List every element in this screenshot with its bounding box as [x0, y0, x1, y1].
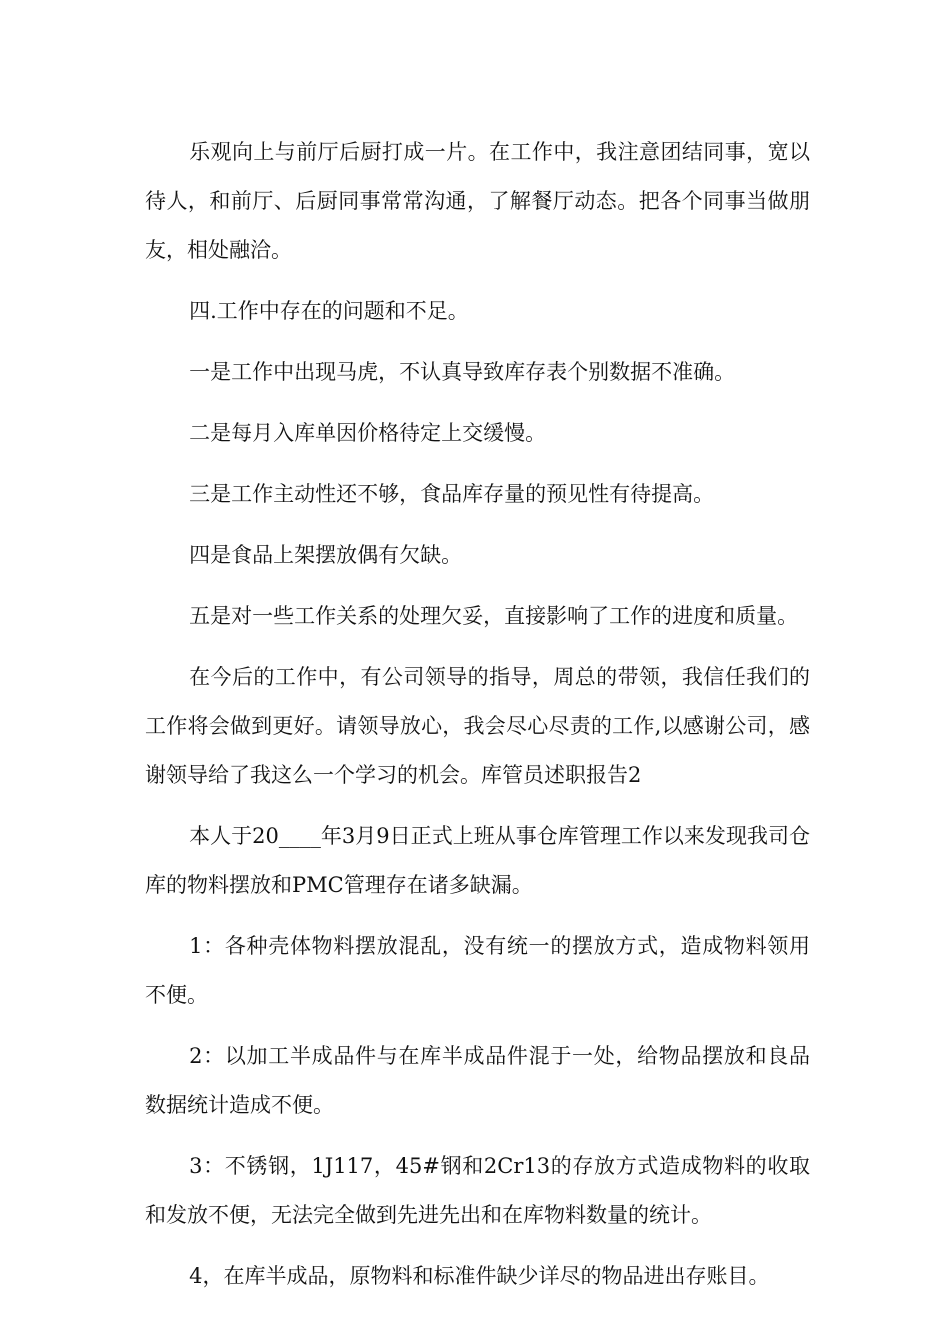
paragraph-problem-3: 三是工作主动性还不够，食品库存量的预见性有待提高。: [189, 482, 715, 506]
section-heading-problems: 四.工作中存在的问题和不足。: [189, 299, 469, 323]
document-body: [145, 128, 810, 1313]
paragraph-staff-relations: 乐观向上与前厅后厨打成一片。在工作中，我注意团结同事，宽以待人，和前厅、后厨同事常常沟通，了解餐厅动态。把各个同事当做朋友，相处融洽。: [145, 140, 810, 262]
paragraph-issue-2: 2：以加工半成品件与在库半成品件混于一处，给物品摆放和良品数据统计造成不便。: [145, 1044, 810, 1117]
paragraph-report-2-intro: 本人于20____年3月9日正式上班从事仓库管理工作以来发现我司仓库的物料摆放和PMC管理存在诸多缺漏。: [145, 824, 810, 897]
paragraph-problem-4: 四是食品上架摆放偶有欠缺。: [189, 543, 463, 567]
paragraph-issue-3: 3：不锈钢，1J117，45#钢和2Cr13的存放方式造成物料的收取和发放不便，无法完全做到先进先出和在库物料数量的统计。: [145, 1154, 810, 1227]
paragraph-issue-1: 1：各种壳体物料摆放混乱，没有统一的摆放方式，造成物料领用不便。: [145, 934, 810, 1007]
paragraph-issue-4: 4，在库半成品，原物料和标准件缺少详尽的物品进出存账目。: [189, 1264, 770, 1288]
paragraph-problem-1: 一是工作中出现马虎，不认真导致库存表个别数据不准确。: [189, 360, 736, 384]
paragraph-problem-5: 五是对一些工作关系的处理欠妥，直接影响了工作的进度和质量。: [189, 604, 799, 628]
paragraph-problem-2: 二是每月入库单因价格待定上交缓慢。: [189, 421, 547, 445]
paragraph-future-work: 在今后的工作中，有公司领导的指导，周总的带领，我信任我们的工作将会做到更好。请领导放心，我会尽心尽责的工作,以感谢公司，感谢领导给了我这么一个学习的机会。库管员述职报告2: [145, 665, 810, 787]
